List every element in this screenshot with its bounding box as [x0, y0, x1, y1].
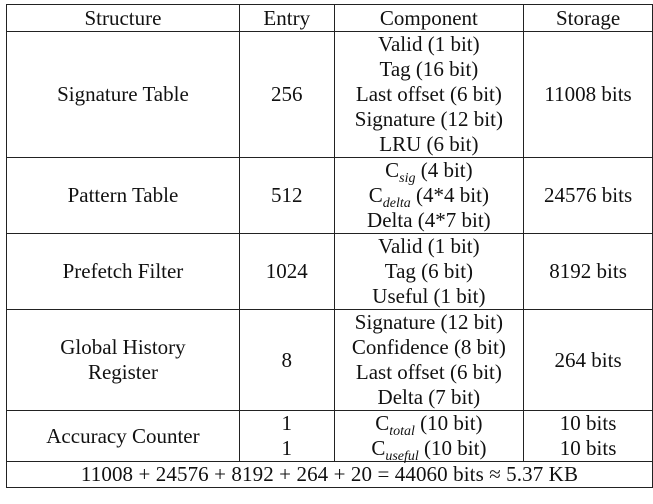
entry-cell-line: 512 — [271, 183, 303, 207]
component-size: (4 bit) — [415, 158, 473, 182]
header-row — [7, 5, 653, 32]
table-container — [6, 4, 653, 488]
component-item — [341, 411, 518, 440]
component-item: Tag (16 bit) — [379, 57, 479, 81]
header-entry: Entry — [239, 5, 334, 32]
component-cell — [334, 310, 524, 411]
component-item: Delta (4*7 bit) — [367, 208, 491, 232]
component-item — [341, 158, 518, 187]
entry-cell — [239, 158, 334, 234]
component-subscript: total — [389, 424, 415, 440]
component-item: Signature (12 bit) — [354, 310, 503, 334]
structure-cell-line: Accuracy Counter — [46, 423, 200, 448]
storage-cell — [524, 411, 653, 462]
component-symbol: C — [371, 436, 386, 460]
storage-cell — [524, 234, 653, 310]
entry-cell — [239, 411, 334, 462]
structure-cell-line: Pattern Table — [67, 183, 179, 207]
component-size: (10 bit) — [414, 411, 483, 435]
component-cell — [334, 234, 524, 310]
header-structure: Structure — [7, 5, 240, 32]
component-size: (10 bit) — [418, 436, 487, 460]
structure-cell — [7, 310, 240, 411]
structure-cell-line: Register — [87, 360, 158, 384]
component-cell — [334, 411, 524, 465]
header-component: Component — [334, 5, 524, 32]
entry-cell — [239, 310, 334, 411]
structure-cell-line: Global History — [60, 335, 186, 359]
storage-overhead-table — [6, 4, 653, 488]
entry-cell-line: 256 — [271, 82, 303, 106]
entry-cell-line: 1 — [281, 411, 292, 435]
component-item — [341, 436, 518, 465]
component-item: Tag (6 bit) — [384, 259, 474, 283]
component-symbol: C — [368, 183, 383, 207]
component-item: LRU (6 bit) — [379, 132, 479, 156]
component-symbol: C — [385, 158, 400, 182]
structure-cell — [7, 158, 240, 234]
component-item: Delta (7 bit) — [377, 385, 481, 409]
structure-cell-line: Signature Table — [57, 82, 189, 106]
structure-cell — [7, 234, 240, 310]
component-subscript: delta — [382, 196, 411, 212]
component-subscript: useful — [385, 449, 419, 465]
table-row — [7, 411, 653, 462]
table-row — [7, 234, 653, 310]
entry-cell — [239, 32, 334, 158]
entry-cell — [239, 234, 334, 310]
component-item — [341, 183, 518, 212]
storage-cell-line: 264 bits — [554, 347, 622, 372]
storage-cell — [524, 32, 653, 158]
table-row — [7, 310, 653, 411]
entry-cell-line: 1 — [281, 436, 292, 460]
structure-cell — [7, 32, 240, 158]
storage-cell — [524, 158, 653, 234]
component-item: Valid (1 bit) — [378, 32, 480, 56]
storage-cell-line: 24576 bits — [544, 183, 633, 207]
component-item: Last offset (6 bit) — [355, 82, 502, 106]
component-item: Last offset (6 bit) — [355, 360, 502, 384]
entry-cell-line: 8 — [281, 347, 292, 372]
table-body — [7, 32, 653, 488]
structure-cell — [7, 411, 240, 462]
component-item: Signature (12 bit) — [354, 107, 503, 131]
component-cell — [334, 32, 524, 158]
component-cell — [334, 158, 524, 234]
table-row — [7, 32, 653, 158]
header-storage: Storage — [524, 5, 653, 32]
component-item: Valid (1 bit) — [378, 234, 480, 258]
component-size: (4*4 bit) — [410, 183, 489, 207]
storage-cell — [524, 310, 653, 411]
component-item: Confidence (8 bit) — [351, 335, 506, 359]
storage-cell-line: 10 bits — [559, 436, 617, 460]
total-cell: 11008 + 24576 + 8192 + 264 + 20 = 44060 bits ≈ 5.37 KB — [7, 462, 653, 488]
component-subscript: sig — [399, 171, 416, 187]
storage-cell-line: 8192 bits — [549, 259, 627, 283]
component-item: Useful (1 bit) — [372, 284, 486, 308]
storage-cell-line: 11008 bits — [544, 82, 632, 106]
storage-cell-line: 10 bits — [559, 411, 617, 435]
table-row — [7, 158, 653, 234]
structure-cell-line: Prefetch Filter — [62, 259, 184, 283]
total-row — [7, 462, 653, 488]
component-symbol: C — [375, 411, 390, 435]
entry-cell-line: 1024 — [265, 259, 308, 283]
